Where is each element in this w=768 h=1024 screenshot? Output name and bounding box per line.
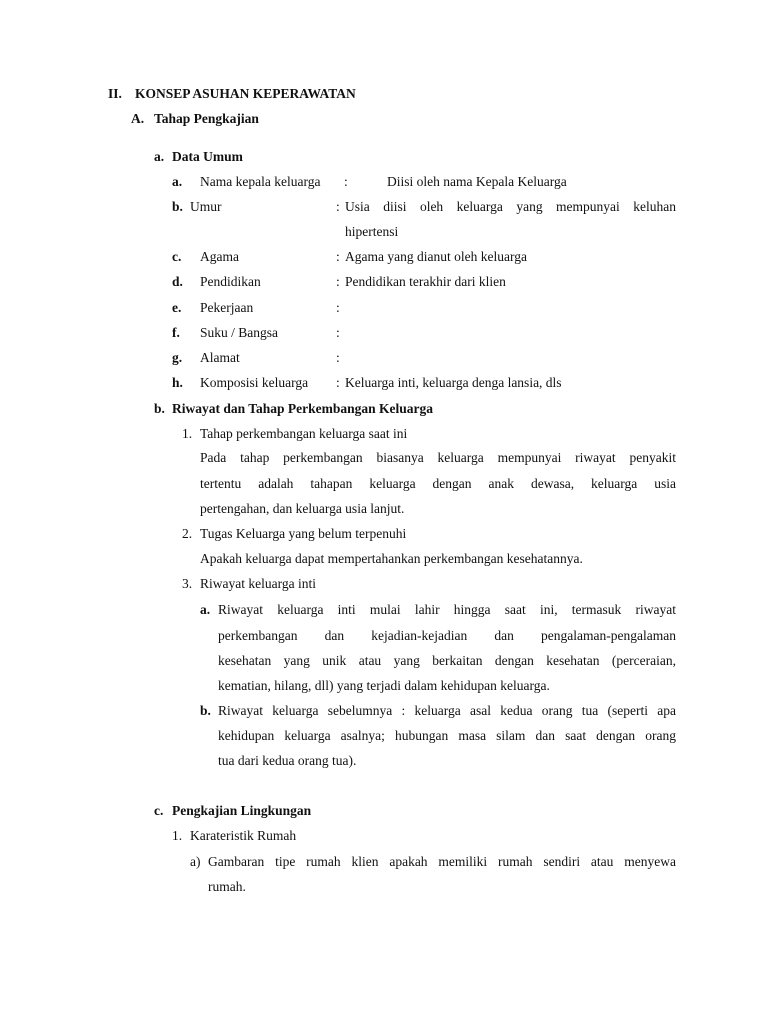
- item-letter: d.: [172, 274, 183, 289]
- paragraph-line: kehidupan keluarga asalnya; hubungan masa silam dan saat dengan orang: [218, 728, 676, 743]
- item-value: Keluarga inti, keluarga denga lansia, dls: [345, 375, 562, 390]
- section-number: II.: [108, 86, 122, 101]
- paragraph-line: kesehatan yang unik atau yang berkaitan dengan kesehatan (perceraian,: [218, 653, 676, 668]
- list-item-title: Riwayat keluarga inti: [200, 576, 316, 591]
- item-value: Agama yang dianut oleh keluarga: [345, 249, 527, 264]
- list-number: 1.: [182, 426, 193, 441]
- list-item-title: Karateristik Rumah: [190, 828, 297, 843]
- paragraph-line: Apakah keluarga dapat mempertahankan perkembangan kesehatannya.: [200, 551, 583, 566]
- riwayat-letter: b.: [154, 401, 165, 416]
- item-label: Nama kepala keluarga: [200, 174, 321, 189]
- paragraph-line: Riwayat keluarga inti mulai lahir hingga saat ini, termasuk riwayat: [218, 602, 676, 617]
- paragraph-line: pertengahan, dan keluarga usia lanjut.: [200, 501, 405, 516]
- paragraph-line: perkembangan dan kejadian-kejadian dan pengalaman-pengalaman: [218, 628, 676, 643]
- list-number: 2.: [182, 526, 193, 541]
- list-item-title: Tahap perkembangan keluarga saat ini: [200, 426, 408, 441]
- item-colon: :: [336, 325, 340, 340]
- item-letter: g.: [172, 350, 183, 365]
- list-number: 3.: [182, 576, 193, 591]
- sub-letter: a.: [200, 602, 211, 617]
- item-value: Pendidikan terakhir dari klien: [345, 274, 506, 289]
- paragraph-line: kematian, hilang, dll) yang terjadi dalam kehidupan keluarga.: [218, 678, 550, 693]
- paragraph-line: tua dari kedua orang tua).: [218, 753, 357, 768]
- sub-letter: a): [190, 854, 201, 869]
- item-colon: :: [344, 174, 348, 189]
- paragraph-line: rumah.: [208, 879, 246, 894]
- item-label: Komposisi keluarga: [200, 375, 309, 390]
- item-colon: :: [336, 199, 340, 214]
- list-number: 1.: [172, 828, 183, 843]
- item-letter: h.: [172, 375, 183, 390]
- subsection-letter: A.: [131, 111, 145, 126]
- item-label: Pekerjaan: [200, 300, 254, 315]
- item-letter: b.: [172, 199, 183, 214]
- item-label: Agama: [200, 249, 239, 264]
- riwayat-title: Riwayat dan Tahap Perkembangan Keluarga: [172, 401, 434, 416]
- item-letter: e.: [172, 300, 182, 315]
- item-colon: :: [336, 249, 340, 264]
- item-value-continued: hipertensi: [345, 224, 399, 239]
- item-label: Umur: [190, 199, 222, 214]
- sub-letter: b.: [200, 703, 211, 718]
- subsection-title: Tahap Pengkajian: [154, 111, 259, 126]
- item-letter: c.: [172, 249, 182, 264]
- item-colon: :: [336, 375, 340, 390]
- item-label: Alamat: [200, 350, 240, 365]
- lingkungan-title: Pengkajian Lingkungan: [172, 803, 312, 818]
- list-item-title: Tugas Keluarga yang belum terpenuhi: [200, 526, 407, 541]
- paragraph-line: Riwayat keluarga sebelumnya : keluarga asal kedua orang tua (seperti apa: [218, 703, 676, 718]
- paragraph-line: Gambaran tipe rumah klien apakah memiliki rumah sendiri atau menyewa: [208, 854, 676, 869]
- item-colon: :: [336, 300, 340, 315]
- data-umum-title: Data Umum: [172, 149, 243, 164]
- lingkungan-letter: c.: [154, 803, 164, 818]
- item-letter: a.: [172, 174, 183, 189]
- section-title: KONSEP ASUHAN KEPERAWATAN: [135, 86, 356, 101]
- paragraph-line: Pada tahap perkembangan biasanya keluarga mempunyai riwayat penyakit: [200, 450, 676, 465]
- item-colon: :: [336, 274, 340, 289]
- paragraph-line: tertentu adalah tahapan keluarga dengan anak dewasa, keluarga usia: [200, 476, 676, 491]
- item-colon: :: [336, 350, 340, 365]
- item-letter: f.: [172, 325, 180, 340]
- item-value: Diisi oleh nama Kepala Keluarga: [387, 174, 567, 189]
- item-label: Suku / Bangsa: [200, 325, 279, 340]
- item-value: Usia diisi oleh keluarga yang mempunyai keluhan: [345, 199, 676, 214]
- item-label: Pendidikan: [200, 274, 261, 289]
- data-umum-letter: a.: [154, 149, 165, 164]
